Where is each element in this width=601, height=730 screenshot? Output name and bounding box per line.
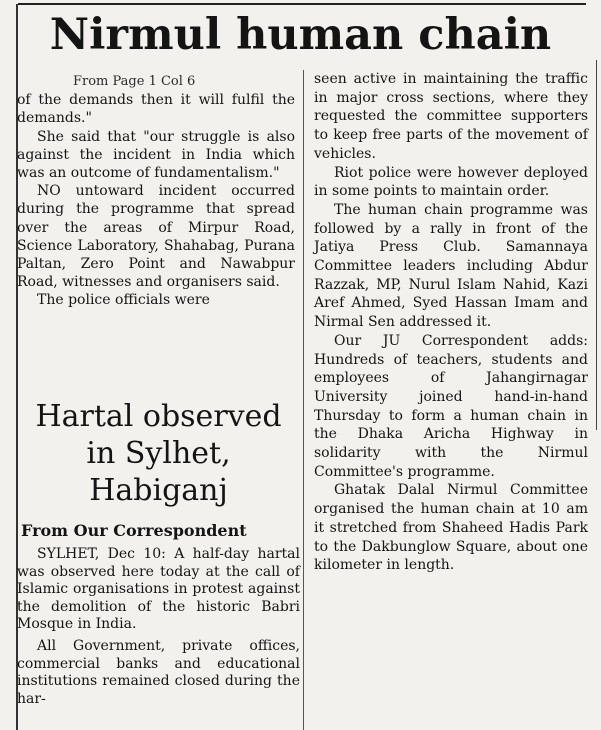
paragraph: She said that "our struggle is also against the incident in India which was an outcome of fundamentalism." — [17, 128, 295, 182]
right-column — [314, 70, 588, 575]
sub-headline-line: Habiganj — [89, 473, 228, 508]
paragraph: NO untoward incident occurred during the programme that spread over the areas of Mirpur Road, Science Laboratory, Shahabag, Purana Paltan, Zero Point and Nawabpur Road, witnesses and organisers said. — [17, 183, 295, 291]
paragraph: SYLHET, Dec 10: A half-day hartal was observed here today at the call of Islamic organisations in protest against the demolition of the historic Babri Mosque in India. — [17, 546, 300, 633]
paragraph: Ghatak Dalal Nirmul Committee organised the human chain at 10 am it stretched from Shaheed Hadis Park to the Dakbunglow Square, about one kilometer in length. — [314, 482, 588, 574]
left-column-bottom — [17, 546, 300, 708]
main-headline: Nirmul human chain — [49, 10, 552, 60]
sub-story-headline — [17, 398, 300, 509]
sub-headline-line: in Sylhet, — [86, 436, 231, 471]
continued-from-line: From Page 1 Col 6 — [73, 74, 196, 89]
left-column-top — [17, 73, 295, 310]
paragraph: The police officials were — [37, 292, 210, 309]
byline: From Our Correspondent — [21, 521, 247, 540]
paragraph: Our JU Correspondent adds: Hundreds of teachers, students and employees of Jahangirnagar University joined hand-in-hand Thursday to form a human chain in the Dhaka Aricha Highway in solidarity with the Nirmul Committee's programme. — [314, 332, 588, 480]
center-column-rule — [303, 70, 304, 730]
paragraph: All Government, private offices, commercial banks and educational institutions remained closed during the har- — [17, 637, 300, 707]
paragraph: Riot police were however deployed in some points to maintain order. — [314, 164, 588, 200]
paragraph: The human chain programme was followed by a rally in front of the Jatiya Press Club. Samannaya Committee leaders including Abdur Razzak, MP, Nurul Islam Nahid, Kazi Aref Ahmed, Syed Hassan Imam and Nirmal Sen addressed it. — [314, 201, 588, 331]
sub-headline-line: Hartal observed — [35, 399, 282, 434]
paragraph: of the demands then it will fulfil the demands." — [17, 92, 295, 127]
paragraph: seen active in maintaining the traffic in major cross sections, where they requested the committee supporters to keep free parts of the movement of vehicles. — [314, 71, 588, 162]
right-edge-rule — [596, 60, 597, 430]
